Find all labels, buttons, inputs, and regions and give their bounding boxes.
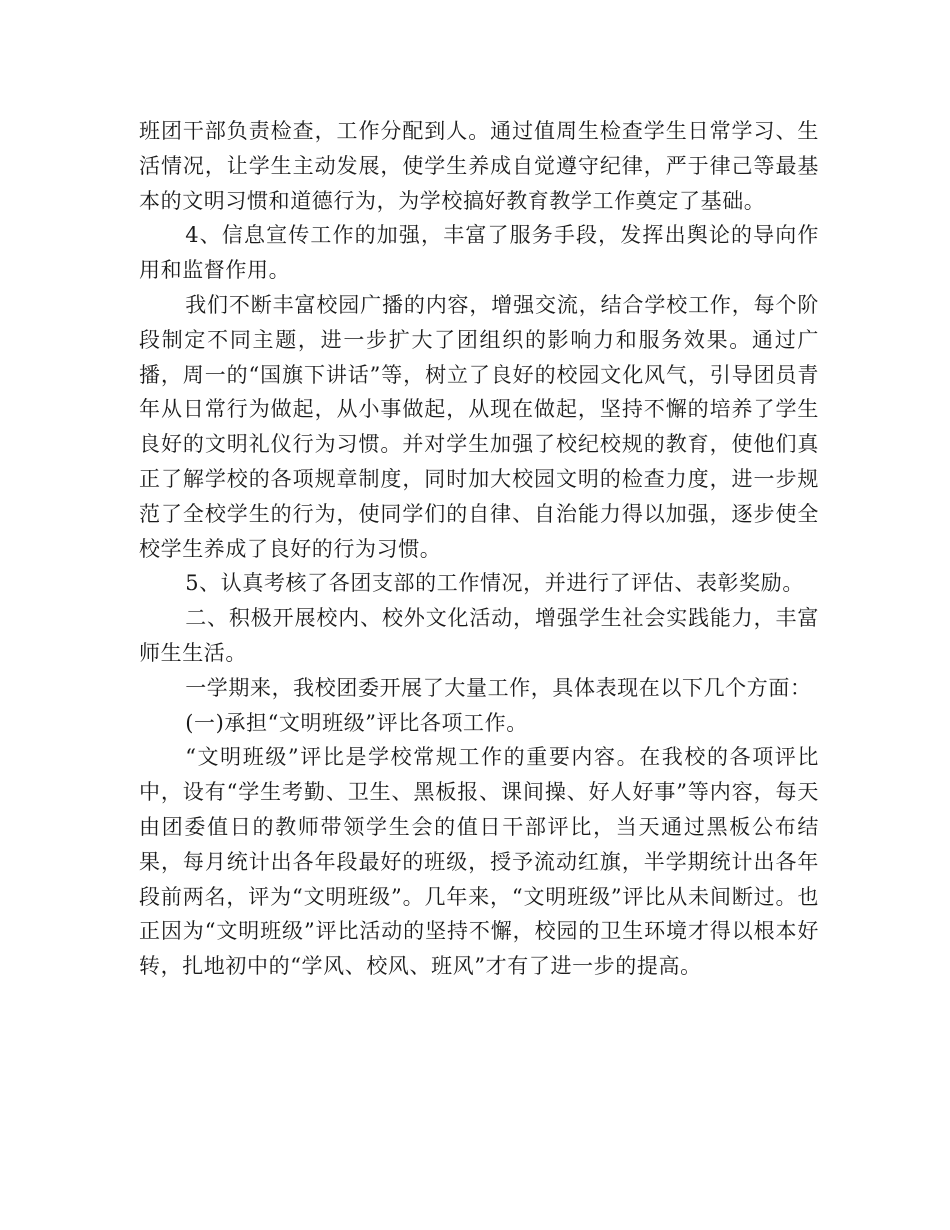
paragraph-3: 我们不断丰富校园广播的内容，增强交流，结合学校工作，每个阶段制定不同主题，进一步扩大了团组织的影响力和服务效果。通过广播，周一的“国旗下讲话”等，树立了良好的校园文化风气，引导团员青年从日常行为做起，从小事做起，从现在做起，坚持不懈的培养了学生良好的文明礼仪行为习惯。并对学生加强了校纪校规的教育，使他们真正了解学校的各项规章制度，同时加大校园文明的检查力度，进一步规范了全校学生的行为，使同学们的自律、自治能力得以加强，逐步使全校学生养成了良好的行为习惯。 [139,292,819,561]
paragraph-8: “文明班级”评比是学校常规工作的重要内容。在我校的各项评比中，设有“学生考勤、卫生、黑板报、课间操、好人好事”等内容，每天由团委值日的教师带领学生会的值日干部评比，当天通过黑板公布结果，每月统计出各年段最好的班级，授予流动红旗，半学期统计出各年段前两名，评为“文明班级”。几年来，“文明班级”评比从未间断过。也正因为“文明班级”评比活动的坚持不懈，校园的卫生环境才得以根本好转，扎地初中的“学风、校风、班风”才有了进一步的提高。 [139,745,819,979]
paragraph-1: 班团干部负责检查，工作分配到人。通过值周生检查学生日常学习、生活情况，让学生主动发展，使学生养成自觉遵守纪律，严于律己等最基本的文明习惯和道德行为，为学校搞好教育教学工作奠定了基础。 [139,119,819,213]
paragraph-5: 二、积极开展校内、校外文化活动，增强学生社会实践能力，丰富师生生活。 [139,606,819,665]
paragraph-7: (一)承担“文明班级”评比各项工作。 [185,710,528,735]
paragraph-6: 一学期来，我校团委开展了大量工作，具体表现在以下几个方面： [185,675,812,700]
paragraph-2: 4、信息宣传工作的加强，丰富了服务手段，发挥出舆论的导向作用和监督作用。 [139,223,819,283]
document-body [139,114,819,984]
paragraph-4: 5、认真考核了各团支部的工作情况，并进行了评估、表彰奖励。 [185,571,804,596]
